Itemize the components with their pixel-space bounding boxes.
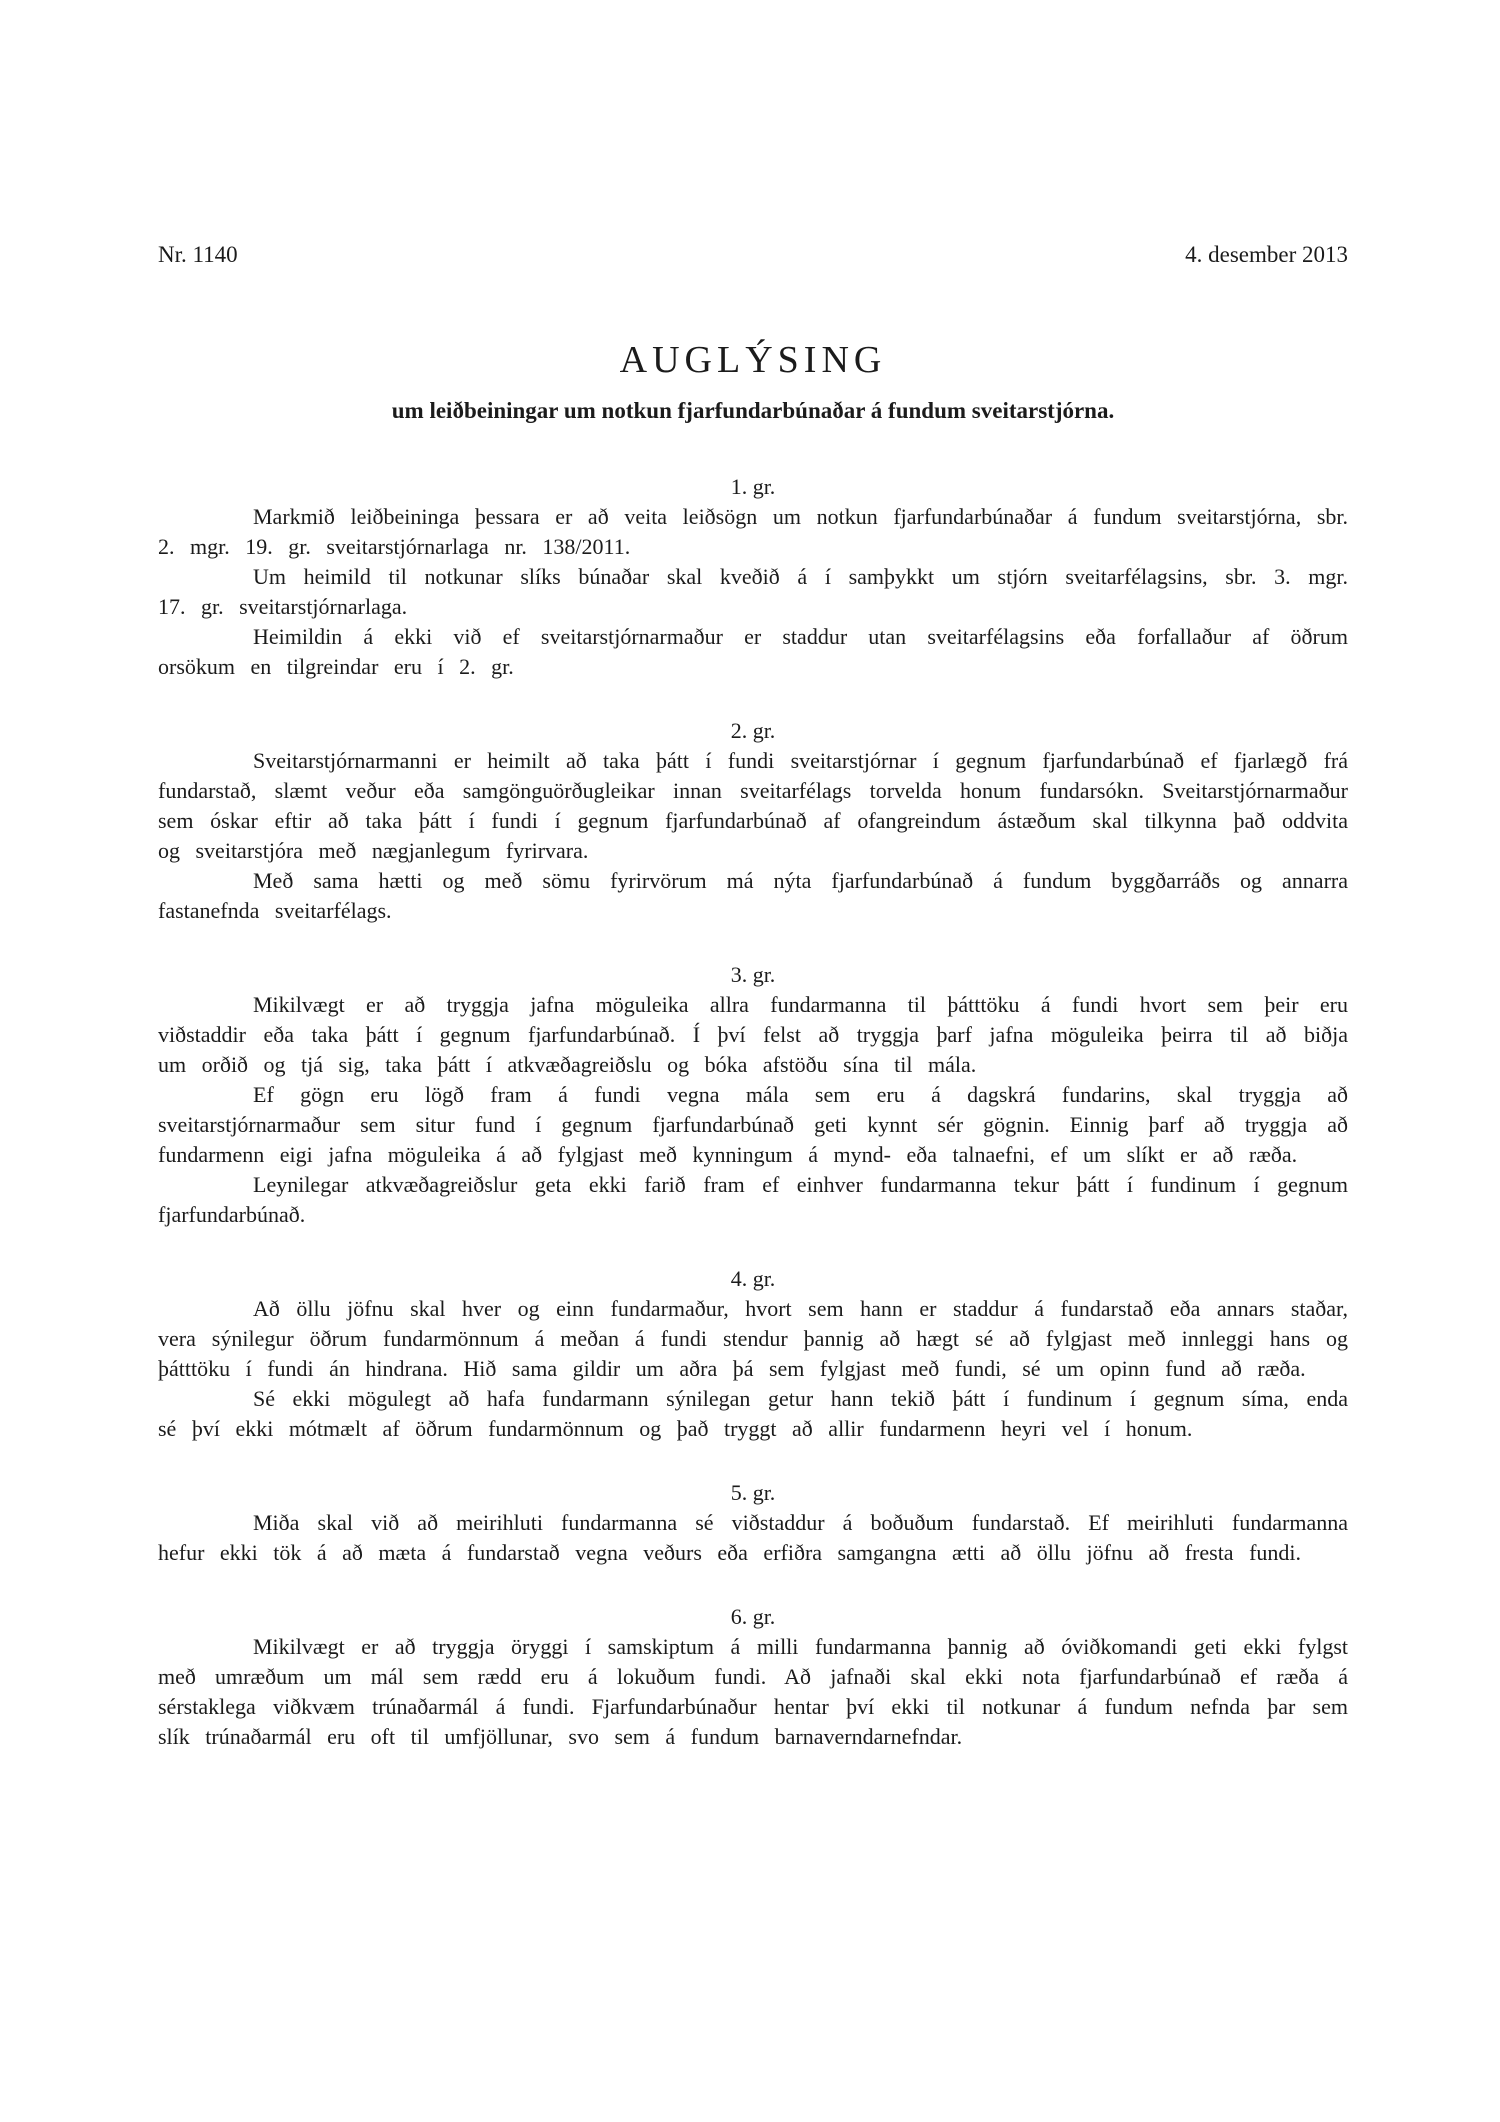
section-4-heading: 4. gr. [730,1266,776,1291]
section-2-heading: 2. gr. [730,718,776,743]
paragraph: Sveitarstjórnarmanni er heimilt að taka þátt í fundi sveitarstjórnar í gegnum fjarfundarbúnað ef fjarlægð frá fundarstað, slæmt veður eða samgönguörðugleikar innan sveitarfélags torvelda honum fundarsókn. Sveitarstjórnarmaður sem óskar eftir að taka þátt í fundi í gegnum fjarfundarbúnað af ofangreindum ástæðum skal tilkynna það oddvita og sveitarstjóra með nægjanlegum fyrirvara. [158,748,1348,863]
paragraph: Með sama hætti og með sömu fyrirvörum má nýta fjarfundarbúnað á fundum byggðarráðs og annarra fastanefnda sveitarfélags. [158,868,1348,923]
section-4 [158,1264,1348,1444]
document-title: AUGLÝSING [619,339,887,381]
paragraph: Mikilvægt er að tryggja öryggi í samskiptum á milli fundarmanna þannig að óviðkomandi geti ekki fylgst með umræðum um mál sem rædd eru á lokuðum fundi. Að jafnaði skal ekki nota fjarfundarbúnað ef ræða á sérstaklega viðkvæm trúnaðarmál á fundi. Fjarfundarbúnaður hentar því ekki til notkunar á fundum nefnda þar sem slík trúnaðarmál eru oft til umfjöllunar, svo sem á fundum barnaverndarnefndar. [158,1634,1348,1749]
document-header [158,240,1348,270]
section-2 [158,716,1348,926]
section-6-heading: 6. gr. [730,1604,776,1629]
paragraph: Mikilvægt er að tryggja jafna möguleika allra fundarmanna til þátttöku á fundi hvort sem þeir eru viðstaddir eða taka þátt í gegnum fjarfundarbúnað. Í því felst að tryggja þarf jafna möguleika þeirra til að biðja um orðið og tjá sig, taka þátt í atkvæðagreiðslu og bóka afstöðu sína til mála. [158,992,1348,1077]
paragraph: Miða skal við að meirihluti fundarmanna sé viðstaddur á boðuðum fundarstað. Ef meirihluti fundarmanna hefur ekki tök á að mæta á fundarstað vegna veðurs eða erfiðra samgangna ætti að öllu jöfnu að fresta fundi. [158,1510,1348,1565]
paragraph: Heimildin á ekki við ef sveitarstjórnarmaður er staddur utan sveitarfélagsins eða forfallaður af öðrum orsökum en tilgreindar eru í 2. gr. [158,624,1348,679]
paragraph: Að öllu jöfnu skal hver og einn fundarmaður, hvort sem hann er staddur á fundarstað eða annars staðar, vera sýnilegur öðrum fundarmönnum á meðan á fundi stendur þannig að hægt sé að fylgjast með innleggi hans og þátttöku í fundi án hindrana. Hið sama gildir um aðra þá sem fylgjast með fundi, sé um opinn fund að ræða. [158,1296,1348,1381]
section-1 [158,472,1348,682]
paragraph: Markmið leiðbeininga þessara er að veita leiðsögn um notkun fjarfundarbúnaðar á fundum sveitarstjórna, sbr. 2. mgr. 19. gr. sveitarstjórnarlaga nr. 138/2011. [158,504,1348,559]
document-number: Nr. 1140 [158,242,238,267]
paragraph: Um heimild til notkunar slíks búnaðar skal kveðið á í samþykkt um stjórn sveitarfélagsins, sbr. 3. mgr. 17. gr. sveitarstjórnarlaga. [158,564,1348,619]
paragraph: Leynilegar atkvæðagreiðslur geta ekki farið fram ef einhver fundarmanna tekur þátt í fundinum í gegnum fjarfundarbúnað. [158,1172,1348,1227]
section-5 [158,1478,1348,1568]
document-subtitle: um leiðbeiningar um notkun fjarfundarbúnaðar á fundum sveitarstjórna. [391,398,1115,423]
paragraph: Ef gögn eru lögð fram á fundi vegna mála sem eru á dagskrá fundarins, skal tryggja að sveitarstjórnarmaður sem situr fund í gegnum fjarfundarbúnað geti kynnt sér gögnin. Einnig þarf að tryggja að fundarmenn eigi jafna möguleika á að fylgjast með kynningum á mynd- eða talnaefni, ef um slíkt er að ræða. [158,1082,1348,1167]
section-3-heading: 3. gr. [730,962,776,987]
section-1-heading: 1. gr. [730,474,776,499]
document-date: 4. desember 2013 [1185,242,1348,267]
section-5-heading: 5. gr. [730,1480,776,1505]
section-3 [158,960,1348,1230]
paragraph: Sé ekki mögulegt að hafa fundarmann sýnilegan getur hann tekið þátt í fundinum í gegnum síma, enda sé því ekki mótmælt af öðrum fundarmönnum og það tryggt að allir fundarmenn heyri vel í honum. [158,1386,1348,1441]
section-6 [158,1602,1348,1752]
